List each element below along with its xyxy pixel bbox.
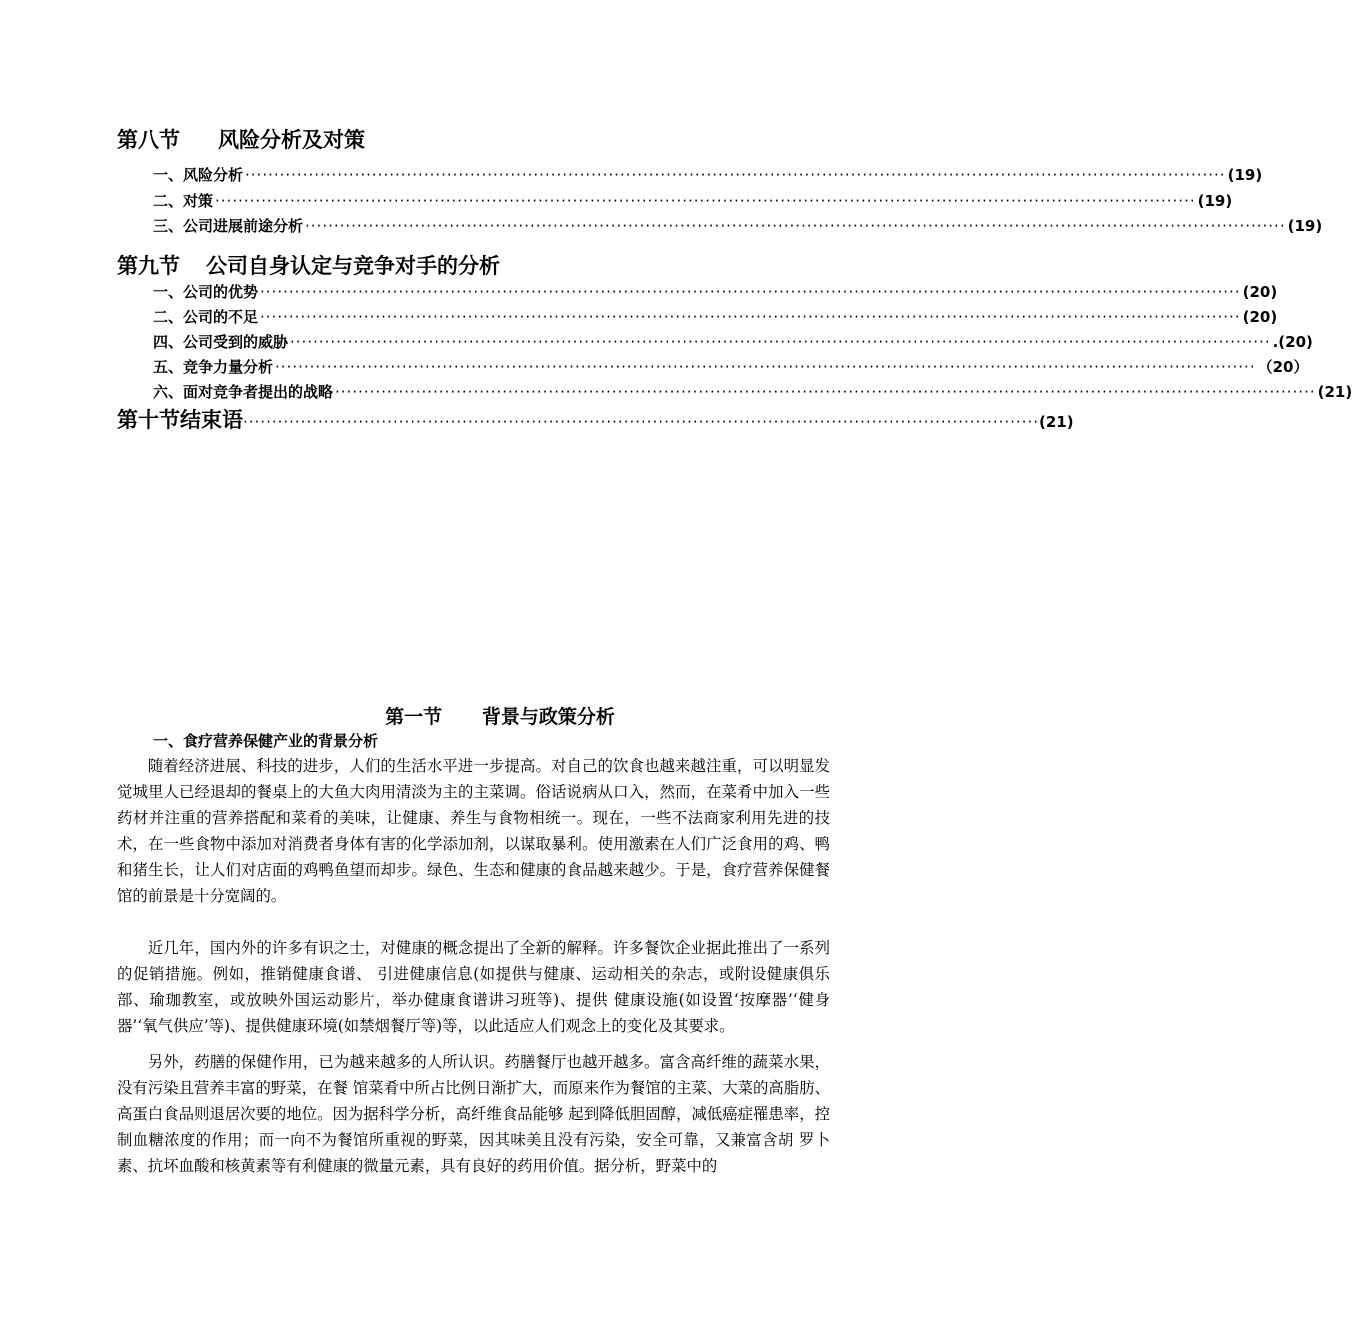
toc-section-10-number: 第十节 <box>117 408 180 432</box>
toc-entry[interactable] <box>153 356 1309 377</box>
toc-entry-page: （20） <box>1257 358 1309 376</box>
toc-leader-dots <box>260 308 1241 326</box>
toc-leader-dots <box>305 217 1286 235</box>
toc-entry[interactable] <box>153 381 1352 402</box>
toc-entry-label: 二、对策 <box>153 192 214 210</box>
toc-leader-dots <box>335 383 1316 401</box>
body-paragraph: 近几年，国内外的许多有识之士，对健康的概念提出了全新的解释。许多餐饮企业据此推出了一系列的促销措施。例如，推销健康食谱、 引进健康信息(如提供与健康、运动相关的杂志，或附设健康俱乐部、瑜珈教室，或放映外国运动影片，举办健康食谱讲习班等)、提供 健康设施(如设置‘按摩器’‘健身器’‘氧气供应’等)、提供健康环境(如禁烟餐厅等)等，以此适应人们观念上的变化及其要求。 <box>117 939 830 1035</box>
toc-entry[interactable] <box>153 281 1278 302</box>
toc-leader-dots <box>290 333 1271 351</box>
chapter-title: 第一节 背景与政策分析 <box>385 706 615 728</box>
body-paragraph: 随着经济进展、科技的进步，人们的生活水平进一步提高。对自己的饮食也越来越注重，可以明显发觉城里人已经退却的餐桌上的大鱼大肉用清淡为主的主菜调。俗话说病从口入，然而，在菜肴中加入一些药材并注重的营养搭配和菜肴的美味，让健康、养生与食物相统一。现在，一些不法商家利用先进的技术，在一些食物中添加对消费者身体有害的化学添加剂，以谋取暴利。使用激素在人们广泛食用的鸡、鸭和猪生长，让人们对店面的鸡鸭鱼望而却步。绿色、生态和健康的食品越来越少。于是，食疗营养保健餐馆的前景是十分宽阔的。 <box>117 757 830 905</box>
toc-section-9-heading <box>117 250 500 280</box>
body-paragraph: 另外，药膳的保健作用，已为越来越多的人所认识。药膳餐厅也越开越多。富含高纤维的蔬菜水果，没有污染且营养丰富的野菜，在餐 馆菜肴中所占比例日渐扩大，而原来作为餐馆的主菜、大菜的高脂肪、高蛋白食品则退居次要的地位。因为据科学分析，高纤维食品能够 起到降低胆固醇，减低癌症罹患率，控制血糖浓度的作用；而一向不为餐馆所重视的野菜，因其味美且没有污染，安全可靠，又兼富含胡 罗卜素、抗坏血酸和核黄素等有利健康的微量元素，具有良好的药用价值。据分析，野菜中的 <box>117 1053 830 1175</box>
toc-entry-page: (20) <box>1242 283 1278 301</box>
toc-entry-page: .(20) <box>1272 333 1313 351</box>
toc-entry-label: 一、风险分析 <box>153 166 244 184</box>
toc-entry[interactable] <box>153 306 1278 327</box>
toc-leader-dots <box>260 283 1241 301</box>
toc-section-10-heading[interactable] <box>117 404 1074 434</box>
toc-section-9-number: 第九节 <box>117 254 180 278</box>
toc-section-10-page: (21) <box>1039 413 1074 431</box>
toc-section-10-title: 结束语 <box>180 408 243 432</box>
toc-section-8-title: 风险分析及对策 <box>218 128 365 152</box>
toc-entry-label: 三、公司进展前途分析 <box>153 217 304 235</box>
toc-section-9-title: 公司自身认定与竞争对手的分析 <box>206 254 500 278</box>
toc-entry-page: (19) <box>1197 192 1233 210</box>
toc-entry[interactable] <box>153 164 1263 185</box>
toc-entry-page: (21) <box>1317 383 1352 401</box>
toc-entry-page: (19) <box>1287 217 1323 235</box>
toc-section-8-number: 第八节 <box>117 128 180 152</box>
toc-entry-label: 一、公司的优势 <box>153 283 259 301</box>
toc-entry[interactable] <box>153 331 1313 352</box>
toc-entry-label: 二、公司的不足 <box>153 308 259 326</box>
chapter-subtitle: 一、食疗营养保健产业的背景分析 <box>153 732 379 750</box>
toc-leader-dots: ·········································································································································· <box>243 413 1039 431</box>
toc-entry[interactable] <box>153 190 1233 211</box>
toc-entry-page: (19) <box>1227 166 1263 184</box>
toc-entry[interactable] <box>153 215 1323 236</box>
toc-leader-dots <box>245 166 1226 184</box>
toc-entry-page: (20) <box>1242 308 1278 326</box>
toc-entry-label: 四、公司受到的威胁 <box>153 333 289 351</box>
toc-leader-dots <box>275 358 1256 376</box>
toc-leader-dots <box>215 192 1196 210</box>
toc-entry-label: 五、竞争力量分析 <box>153 358 274 376</box>
toc-section-8-heading <box>117 124 365 154</box>
toc-entry-label: 六、面对竞争者提出的战略 <box>153 383 334 401</box>
